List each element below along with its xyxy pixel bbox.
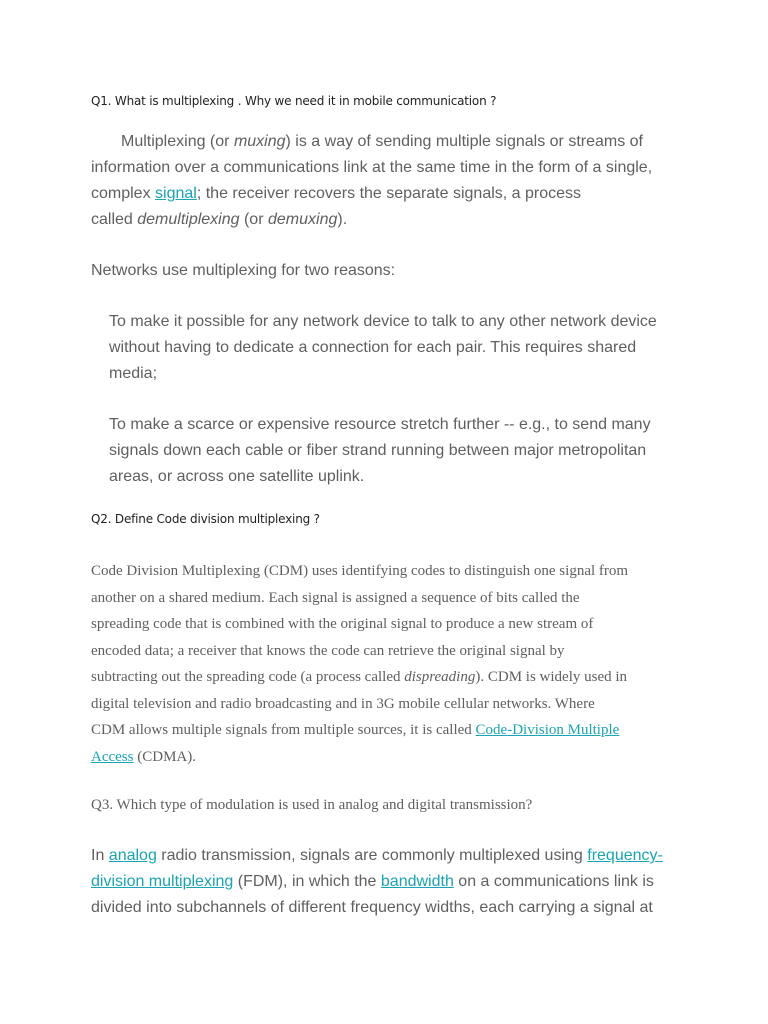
analog-link[interactable]: analog — [108, 847, 157, 864]
q2-line: another on a shared medium. Each signal is assigned a sequence of bits called the — [91, 589, 580, 606]
text-run: (FDM), in which the — [233, 873, 381, 890]
q1-heading: Q1. What is multiplexing . Why we need it in mobile communication ? — [91, 94, 497, 108]
q1-line-4 — [91, 207, 691, 233]
q3-line — [91, 869, 691, 895]
q2-line: Code Division Multiplexing (CDM) uses identifying codes to distinguish one signal from — [91, 563, 629, 579]
cdma-link-continued[interactable]: Access — [91, 748, 134, 765]
q3-paragraph — [91, 843, 691, 921]
reason-2-line: signals down each cable or fiber strand running between major metropolitan — [109, 442, 647, 459]
q3-line: divided into subchannels of different frequency widths, each carrying a signal at — [91, 899, 653, 916]
text-run: called — [91, 211, 138, 228]
q2-line — [91, 717, 681, 744]
text-run: ). — [337, 211, 348, 228]
fdm-link-continued[interactable]: division multiplexing — [91, 873, 234, 890]
text-run-italic: demultiplexing — [137, 211, 240, 228]
reason-2-line: areas, or across one satellite uplink. — [109, 468, 365, 485]
text-run: In — [91, 847, 109, 864]
signal-link[interactable]: signal — [155, 185, 197, 202]
text-run: CDM allows multiple signals from multiple sources, it is called — [91, 722, 476, 738]
reason-1-paragraph — [109, 309, 689, 387]
text-run: ). CDM is widely used in — [475, 669, 628, 685]
q1-line-2: information over a communications link at the same time in the form of a single, — [91, 159, 653, 176]
cdma-link[interactable]: Code-Division Multiple — [475, 722, 620, 738]
text-run: on a communications link is — [453, 873, 654, 890]
text-run: (CDMA). — [133, 748, 196, 765]
q1-line-3 — [91, 181, 691, 207]
fdm-link[interactable]: frequency- — [587, 847, 663, 864]
reason-2-paragraph — [109, 412, 689, 490]
q2-line: spreading code that is combined with the original signal to produce a new stream of — [91, 616, 594, 632]
q2-line — [91, 744, 681, 771]
text-run: complex — [91, 185, 156, 202]
text-run-italic: demuxing — [267, 211, 338, 228]
q3-line — [91, 843, 691, 869]
q2-line — [91, 664, 681, 691]
text-run: subtracting out the spreading code (a process called — [91, 669, 405, 685]
reason-1-line: To make it possible for any network device to talk to any other network device — [109, 313, 657, 330]
q2-line: encoded data; a receiver that knows the code can retrieve the original signal by — [91, 642, 565, 659]
text-run: Multiplexing (or — [121, 133, 234, 150]
text-run-italic: muxing — [233, 133, 286, 150]
q2-heading: Q2. Define Code division multiplexing ? — [91, 512, 320, 526]
bandwidth-link[interactable]: bandwidth — [380, 873, 454, 890]
text-run: ; the receiver recovers the separate signals, a process — [196, 185, 582, 202]
q2-paragraph — [91, 558, 681, 770]
text-run: (or — [239, 211, 268, 228]
q2-line: digital television and radio broadcasting and in 3G mobile cellular networks. Where — [91, 695, 595, 712]
text-run: ) is a way of sending multiple signals or streams of — [285, 133, 643, 150]
reason-1-line: media; — [109, 365, 158, 382]
reason-2-line: To make a scarce or expensive resource stretch further -- e.g., to send many — [109, 416, 651, 433]
reasons-intro: Networks use multiplexing for two reasons: — [91, 262, 396, 279]
text-run: radio transmission, signals are commonly multiplexed using — [156, 847, 588, 864]
q1-definition-paragraph — [91, 129, 691, 233]
text-run-italic: dispreading — [404, 669, 476, 685]
q3-heading: Q3. Which type of modulation is used in analog and digital transmission? — [91, 797, 533, 813]
q1-line-1 — [91, 129, 691, 155]
reason-1-line: without having to dedicate a connection for each pair. This requires shared — [109, 339, 637, 356]
